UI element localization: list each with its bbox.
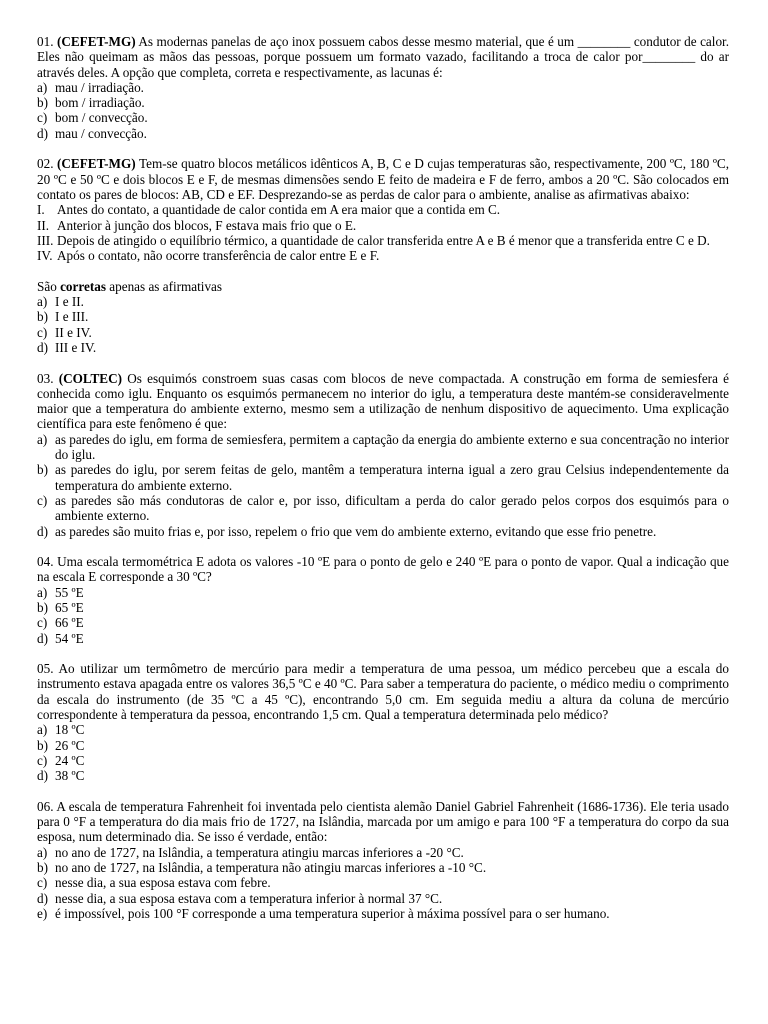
option-c: [37, 493, 729, 524]
question-number: 03.: [37, 370, 54, 386]
option-text: 38 ºC: [55, 768, 85, 784]
option-text: I e III.: [55, 309, 89, 325]
option-label: d): [37, 768, 48, 784]
statement-label: I.: [37, 202, 45, 218]
statement-text: Anterior à junção dos blocos, F estava mais frio que o E.: [57, 217, 357, 233]
question-text: As modernas panelas de aço inox possuem cabos desse mesmo material, que é um ________ condutor de calor. Eles não queimam as mãos das pessoas, porque possuem um formato vazado, facilitando a troca de calor por________ do ar através deles. A opção que completa, correta e respectivamente, as lacunas é:: [37, 34, 729, 80]
option-b: [37, 600, 729, 615]
option-d: [37, 126, 729, 141]
option-text: 65 ºE: [55, 599, 84, 615]
option-text: 66 ºE: [55, 615, 84, 631]
option-c: [37, 325, 729, 340]
option-label: c): [37, 615, 48, 631]
option-text: 54 ºE: [55, 630, 84, 646]
option-c: [37, 615, 729, 630]
option-b: [37, 738, 729, 753]
question-number: 04.: [37, 554, 54, 570]
question-source: (CEFET-MG): [57, 156, 136, 172]
question-stem: [37, 661, 729, 722]
option-label: b): [37, 599, 48, 615]
option-text: I e II.: [55, 294, 84, 310]
question-text: Ao utilizar um termômetro de mercúrio para medir a temperatura de uma pessoa, um médico percebeu que a escala do instrumento estava apagada entre os valores 36,5 ºC e 40 ºC. Para saber a temperatura do paciente, o médico mediu o comprimento da escala do instrumento (de 35 ºC a 45 ºC), encontrando 5,0 cm. Em seguida mediu a altura da coluna de mercúrio correspondente à temperatura da pessoa, encontrando 1,5 cm. Qual a temperatura determinada pelo médico?: [37, 661, 729, 723]
option-a: [37, 585, 729, 600]
option-a: [37, 845, 729, 860]
option-b: [37, 95, 729, 110]
option-text: 24 ºC: [55, 752, 85, 768]
statement-label: IV.: [37, 248, 53, 264]
option-d: [37, 340, 729, 355]
statement-label: III.: [37, 232, 54, 248]
statement-i: [37, 202, 729, 217]
question-stem: [37, 371, 729, 432]
question-source: (CEFET-MG): [56, 34, 136, 49]
statement-ii: [37, 218, 729, 233]
question-6: [37, 799, 729, 921]
option-b: [37, 309, 729, 324]
option-text: as paredes são más condutoras de calor e, por isso, dificultam a perda do calor gerado pelos corpos dos esquimós para o ambiente externo.: [55, 492, 729, 524]
option-label: b): [37, 462, 48, 478]
option-a: [37, 294, 729, 309]
option-text: as paredes do iglu, por serem feitas de gelo, mantêm a temperatura interna igual a zero grau Celsius independentemente da temperatura do ambiente externo.: [55, 462, 729, 493]
question-text: Tem-se quatro blocos metálicos idênticos A, B, C e D cujas temperaturas são, respectivamente, 200 ºC, 180 ºC, 20 ºC e 50 ºC e dois blocos E e F, de mesmas dimensões sendo E feito de madeira e F de ferro, ambos a 20 ºC. São colocados em contato os pares de blocos: AB, CD e EF. Desprezando-se as perdas de calor para o ambiente, analise as afirmativas abaixo:: [37, 156, 730, 202]
question-number: 01.: [37, 34, 54, 49]
statement-iv: [37, 248, 729, 263]
option-a: [37, 722, 729, 737]
option-a: [37, 80, 729, 95]
question-3: [37, 371, 729, 539]
option-text: as paredes são muito frias e, por isso, repelem o frio que vem do ambiente externo, evitando que esse frio penetre.: [55, 523, 657, 539]
question-text: Os esquimós constroem suas casas com blocos de neve compactada. A construção em forma de semiesfera é conhecida como iglu. Enquanto os esquimós permanecem no interior do iglu, a temperatura deste mantém-se consideravelmente maior que a temperatura do ambiente externo, mesmo sem a utilização de nenhum dispositivo de aquecimento. Uma explicação científica para este fenômeno é que:: [37, 370, 730, 432]
statement-label: II.: [37, 217, 50, 233]
question-4: [37, 554, 729, 646]
option-text: as paredes do iglu, em forma de semiesfera, permitem a captação da energia do ambiente externo e sua concentração no interior do iglu.: [55, 431, 729, 463]
option-label: a): [37, 431, 48, 447]
question-number: 02.: [37, 156, 54, 172]
option-a: [37, 432, 729, 463]
option-label: b): [37, 737, 48, 753]
option-label: d): [37, 630, 48, 646]
option-text: nesse dia, a sua esposa estava com a temperatura inferior à normal 37 °C.: [55, 890, 443, 906]
question-2: [37, 156, 729, 355]
statement-iii: [37, 233, 729, 248]
option-text: II e IV.: [55, 324, 92, 340]
prompt-bold: corretas: [60, 278, 106, 294]
question-5: [37, 661, 729, 783]
option-label: a): [37, 584, 48, 600]
option-d: [37, 631, 729, 646]
question-text: Uma escala termométrica E adota os valores -10 ºE para o ponto de gelo e 240 ºE para o ponto de vapor. Qual a indicação que na escala E corresponde a 30 ºC?: [37, 554, 729, 585]
option-text: bom / irradiação.: [55, 95, 145, 111]
option-text: III e IV.: [55, 339, 97, 355]
option-label: d): [37, 890, 48, 906]
prompt-text: São: [37, 278, 61, 294]
option-e: [37, 906, 729, 921]
question-stem: [37, 799, 729, 845]
option-label: b): [37, 309, 48, 325]
option-text: 26 ºC: [55, 737, 85, 753]
question-number: 05.: [37, 661, 54, 677]
option-d: [37, 891, 729, 906]
option-b: [37, 462, 729, 493]
option-label: a): [37, 79, 48, 95]
option-text: 18 ºC: [55, 722, 85, 738]
option-text: mau / irradiação.: [55, 79, 144, 95]
option-d: [37, 768, 729, 783]
option-c: [37, 110, 729, 125]
option-label: c): [37, 324, 48, 340]
option-text: no ano de 1727, na Islândia, a temperatura atingiu marcas inferiores a -20 °C.: [55, 844, 464, 860]
option-label: a): [37, 722, 48, 738]
statement-text: Antes do contato, a quantidade de calor contida em A era maior que a contida em C.: [57, 202, 501, 218]
option-text: 55 ºE: [55, 584, 84, 600]
option-text: mau / convecção.: [55, 125, 147, 141]
option-c: [37, 875, 729, 890]
option-label: b): [37, 95, 48, 111]
option-d: [37, 524, 729, 539]
question-stem: [37, 554, 729, 585]
option-text: no ano de 1727, na Islândia, a temperatura não atingiu marcas inferiores a -10 °C.: [55, 860, 487, 876]
option-text: nesse dia, a sua esposa estava com febre.: [55, 875, 271, 891]
statement-text: Após o contato, não ocorre transferência de calor entre E e F.: [57, 248, 380, 264]
option-label: c): [37, 875, 48, 891]
statement-text: Depois de atingido o equilíbrio térmico, a quantidade de calor transferida entre A e B é menor que a transferida entre C e D.: [57, 232, 710, 248]
prompt-text: apenas as afirmativas: [105, 278, 223, 294]
option-label: c): [37, 752, 48, 768]
question-source: (COLTEC): [58, 370, 122, 386]
option-label: d): [37, 339, 48, 355]
question-text: A escala de temperatura Fahrenheit foi inventada pelo cientista alemão Daniel Gabriel Fahrenheit (1686-1736). Ele teria usado para 0 °F a temperatura do dia mais frio de 1727, na Islândia, marcada por um amigo e para 100 °F a temperatura do corpo da sua esposa, num determinado dia. Se isso é verdade, então:: [37, 798, 729, 845]
option-text: é impossível, pois 100 °F corresponde a uma temperatura superior à máxima possível para o ser humano.: [55, 905, 610, 921]
option-c: [37, 753, 729, 768]
option-b: [37, 860, 729, 875]
document-page: [37, 34, 729, 937]
option-label: a): [37, 844, 48, 860]
option-label: d): [37, 523, 48, 539]
question-number: 06.: [37, 798, 54, 814]
option-label: c): [37, 492, 48, 508]
option-label: b): [37, 860, 48, 876]
question-1: [37, 34, 729, 141]
option-label: a): [37, 294, 48, 310]
option-label: e): [37, 905, 48, 921]
option-label: d): [37, 125, 48, 141]
question-stem: [37, 156, 729, 202]
option-text: bom / convecção.: [55, 110, 148, 126]
question-prompt: [37, 279, 729, 294]
question-stem: [37, 34, 729, 80]
option-label: c): [37, 110, 48, 126]
